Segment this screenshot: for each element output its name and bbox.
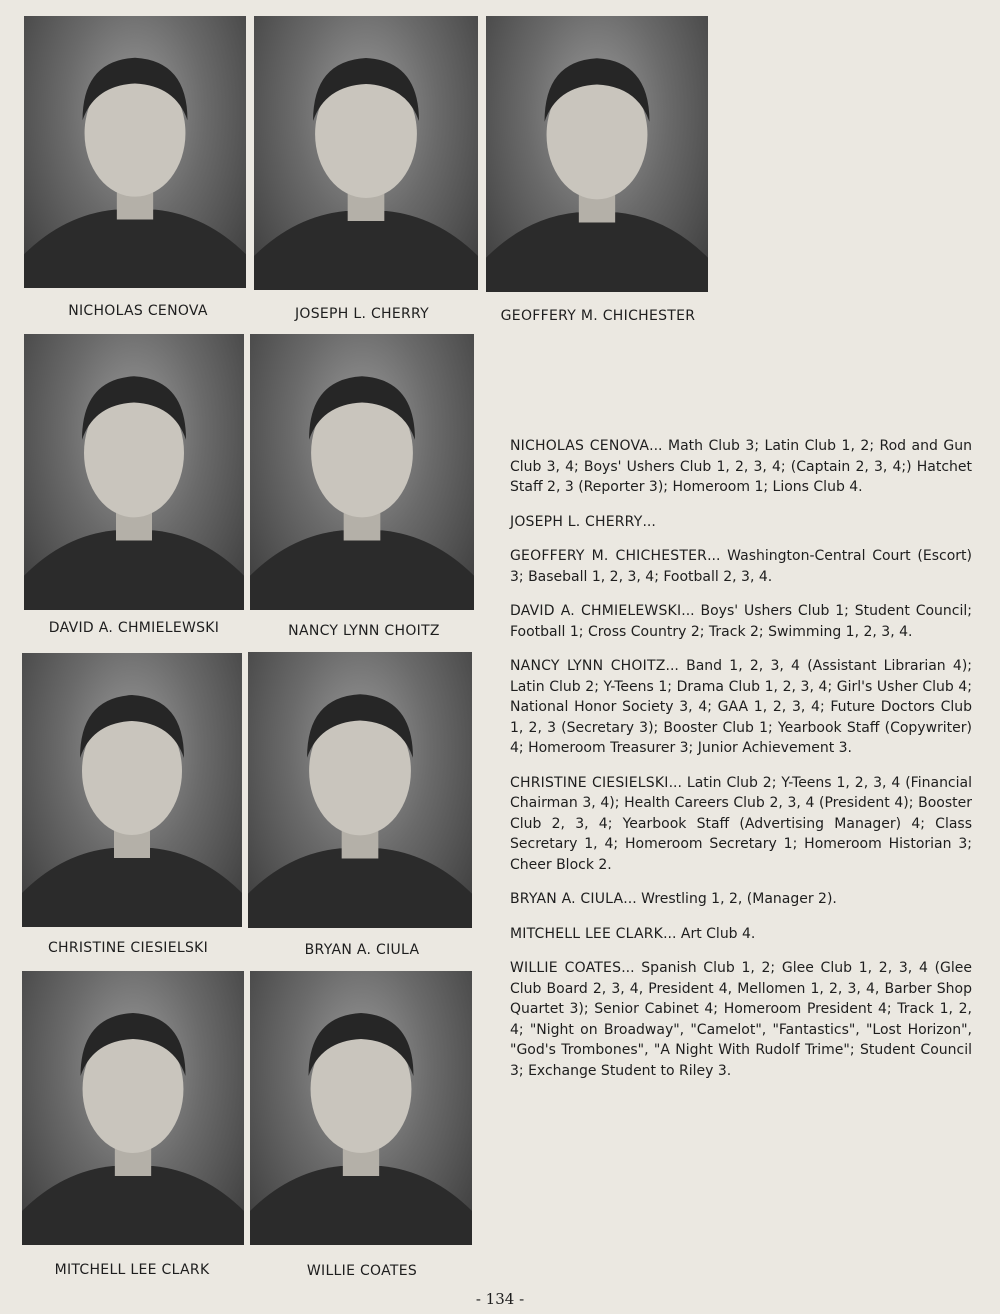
portrait-caption: CHRISTINE CIESIELSKI — [47, 940, 209, 956]
bio-name: CHRISTINE CIESIELSKI — [510, 774, 669, 791]
bio-text: Wrestling 1, 2, (Manager 2). — [641, 891, 837, 907]
portrait-caption: NICHOLAS CENOVA — [68, 303, 208, 319]
bio-separator: ... — [665, 658, 679, 674]
bio-name: BRYAN A. CIULA — [510, 891, 624, 907]
portrait-silhouette — [22, 971, 244, 1245]
bio-separator: ... — [621, 960, 635, 976]
portrait-photo — [24, 334, 244, 610]
bio-text: Latin Club 2; Y-Teens 1, 2, 3, 4 (Financial Chairman 3, 4); Health Careers Club 2, 3, 4 (President 4); Booster Club 2, 3, 4; Yearbook Staff (Advertising Manager) 4; Class Secretary 1, 4; Homeroom Secretary 1; Homeroom Historian 3; Cheer Block 2. — [510, 774, 972, 873]
shoulders-shape — [250, 1166, 472, 1245]
bio-separator: ... — [642, 513, 656, 530]
shoulders-shape — [22, 1166, 244, 1245]
portrait-silhouette — [24, 16, 246, 288]
portrait-silhouette — [254, 16, 478, 290]
bio-entry — [510, 924, 972, 945]
portrait-caption: GEOFFERY M. CHICHESTER — [500, 308, 696, 324]
portrait-caption: JOSEPH L. CHERRY — [294, 306, 430, 322]
bio-name: MITCHELL LEE CLARK — [510, 925, 664, 942]
shoulders-shape — [250, 530, 474, 610]
bio-separator: ... — [681, 603, 695, 619]
bio-entry — [510, 601, 972, 642]
portrait-silhouette — [486, 16, 708, 292]
bio-entry — [510, 958, 972, 1081]
bio-text: Washington-Central Court (Escort) 3; Baseball 1, 2, 3, 4; Football 2, 3, 4. — [510, 548, 972, 585]
shoulders-shape — [254, 211, 478, 290]
shoulders-shape — [24, 210, 246, 288]
bio-name: DAVID A. CHMIELEWSKI — [510, 603, 682, 619]
shoulders-shape — [248, 848, 472, 928]
portrait-silhouette — [248, 652, 472, 928]
portrait-photo — [254, 16, 478, 290]
student-biographies — [510, 436, 972, 1095]
portrait-photo — [250, 971, 472, 1245]
portrait-photo — [24, 16, 246, 288]
bio-separator: ... — [668, 774, 682, 791]
shoulders-shape — [486, 212, 708, 292]
portrait-caption: MITCHELL LEE CLARK — [54, 1262, 210, 1278]
portrait-photo — [22, 653, 242, 927]
bio-separator: ... — [663, 925, 677, 942]
bio-name: GEOFFERY M. CHICHESTER — [510, 548, 708, 564]
bio-entry — [510, 546, 972, 587]
portrait-caption: BRYAN A. CIULA — [304, 942, 420, 958]
page-number: - 134 - — [475, 1290, 525, 1308]
portrait-silhouette — [24, 334, 244, 610]
portrait-caption: NANCY LYNN CHOITZ — [288, 623, 440, 639]
bio-entry — [510, 436, 972, 498]
bio-text: Art Club 4. — [680, 925, 756, 942]
portrait-caption: DAVID A. CHMIELEWSKI — [48, 620, 220, 636]
portrait-silhouette — [250, 334, 474, 610]
bio-separator: ... — [649, 438, 663, 454]
portrait-photo — [250, 334, 474, 610]
bio-name: NANCY LYNN CHOITZ — [510, 658, 666, 674]
shoulders-shape — [24, 530, 244, 610]
bio-name: JOSEPH L. CHERRY — [510, 513, 643, 530]
portrait-silhouette — [22, 653, 242, 927]
bio-separator: ... — [707, 548, 721, 564]
bio-entry — [510, 889, 972, 910]
bio-text: Band 1, 2, 3, 4 (Assistant Librarian 4); Latin Club 2; Y-Teens 1; Drama Club 1, 2, 3, 4; Girl's Usher Club 4; National Honor Society 3, 4; GAA 1, 2, 3, 4; Future Doctors Club 1, 2, 3 (Secretary 3); Booster Club 1; Yearbook Staff (Copywriter) 4; Homeroom Treasurer 3; Junior Achievement 3. — [510, 658, 972, 756]
bio-text: Math Club 3; Latin Club 1, 2; Rod and Gun Club 3, 4; Boys' Ushers Club 1, 2, 3, 4; (Captain 2, 3, 4;) Hatchet Staff 2, 3 (Reporter 3); Homeroom 1; Lions Club 4. — [510, 438, 972, 495]
shoulders-shape — [22, 848, 242, 927]
portrait-photo — [22, 971, 244, 1245]
portrait-photo — [248, 652, 472, 928]
bio-entry — [510, 773, 972, 876]
bio-text: Boys' Ushers Club 1; Student Council; Football 1; Cross Country 2; Track 2; Swimming 1, 2, 3, 4. — [510, 603, 972, 640]
bio-entry — [510, 512, 972, 533]
bio-name: NICHOLAS CENOVA — [510, 438, 650, 454]
bio-separator: ... — [623, 891, 637, 907]
bio-name: WILLIE COATES — [510, 960, 622, 976]
portrait-caption: WILLIE COATES — [306, 1263, 418, 1279]
bio-text: Spanish Club 1, 2; Glee Club 1, 2, 3, 4 (Glee Club Board 2, 3, 4, President 4, Mellomen 1, 2, 3, 4, Barber Shop Quartet 3); Senior Cabinet 4; Homeroom President 4; Track 1, 2, 4; "Night on Broadway", "Camelot", "Fantastics", "Lost Horizon", "God's Trombones", "A Night With Rudolf Trime"; Student Council 3; Exchange Student to Riley 3. — [510, 960, 973, 1079]
portrait-photo — [486, 16, 708, 292]
portrait-silhouette — [250, 971, 472, 1245]
bio-entry — [510, 656, 972, 759]
